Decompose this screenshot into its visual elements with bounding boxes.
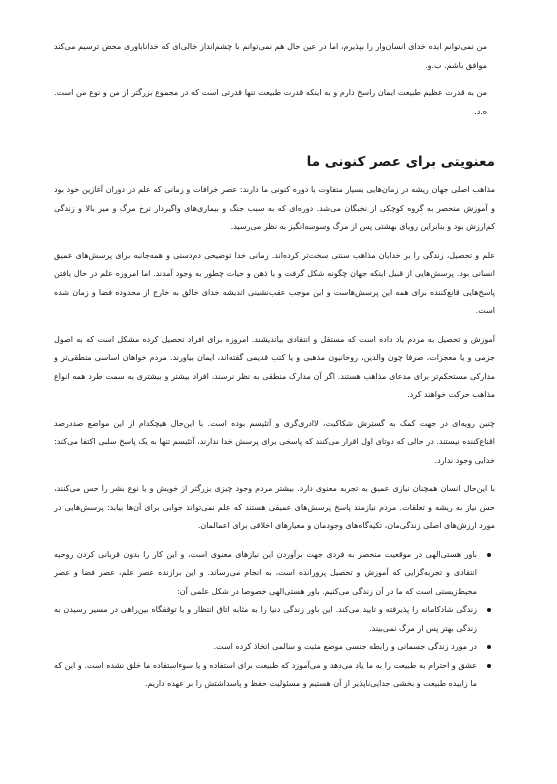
bullet-item: باور هستی‌الهی در موقعیت منحصر به فردی جهت برآوردن این نیازهای معنوی است، و این کار را بدون قربانی کردن روحیه انتقادی و تجربه‌گرایی که آموزش و تحصیل پرورانده است، به انجام می‌رساند. و این برازنده عصر علم، عصر فضا و عصر محیط‌زیستی است که ما در آن زندگی می‌کنیم. باور هستی‌الهی خصوصا در شکل علمی آن:: [54, 546, 477, 602]
section-body: [54, 181, 495, 536]
paragraph: مذاهب اصلی جهان ریشه در زمان‌هایی بسیار متفاوت با دوره کنونی ما دارند: عصر خرافات و زمانی که علم در دوران آغازین خود بود و آموزش منحصر به گروه کوچکی از نخبگان می‌شد. دوره‌ای که به سبب جنگ و بیماری‌های واگیردار نرخ مرگ و میر بالا و زندگی کم‌ارزش بود و بنابراین رویای بهشتی پس از مرگ وسوسه‌انگیز به نظر می‌رسید.: [54, 185, 495, 231]
bullet-list: [54, 546, 495, 694]
paragraph: علم و تحصیل، زندگی را بر خدایان مذاهب سنتی سخت‌تر کرده‌اند. زمانی خدا توضیحی دم‌دستی و همه‌جانبه برای پرسش‌های عمیق انسانی بود. پرسش‌هایی از قبیل اینکه جهان چگونه شکل گرفت و یا ذهن و حیات چطور به وجود آمدند. اما امروزه علم در حال یافتن پاسخ‌هایی قانع‌کننده برای همه این پرسش‌هاست و این موجب عقب‌نشینی اندیشه خدای خالق به خارج از محدوده فضا و زمان شده است.: [54, 250, 495, 315]
paragraph: آموزش و تحصیل به مردم یاد داده است که مستقل و انتقادی بیاندیشند. امروزه برای افراد تحصیل کرده مشکل است که به اصول جزمی و یا معجزات، صرفا چون والدین، روحانیون مذهبی و یا کتب قدیمی گفته‌اند، ایمان بیاورند. مردم خواهان اساسی منطقی‌تر و مدارکی مستحکم‌تر برای مدعای مذاهب هستند. اگر آن مدارک منطقی به نظر نرسند، افراد بیشتر و بیشتری به سمت طرد همه انواع مذاهب حرکت خواهند کرد.: [54, 334, 495, 399]
bullet-item: عشق و احترام به طبیعت را به ما یاد می‌دهد و می‌آموزد که طبیعت برای استفاده و یا سوءاستفاده ما خلق نشده است. و این که ما زاییده طبیعت و بخشی جدایی‌ناپذیر از آن هستیم و مسئولیت حفظ و پاسداشتش را بر عهده داریم.: [54, 657, 477, 694]
epigraph-quote-2: من به قدرت عظیم طبیعت ایمان راسخ دارم و به اینکه قدرت طبیعت تنها قدرتی است که در مجموع بزرگتر از من و نوع من است. ه.د.: [54, 88, 487, 116]
page-content: [54, 38, 495, 694]
paragraph: چنین رویه‌ای در جهت کمک به گسترش شکاکیت، لاادری‌گری و آتئیسم بوده است. با این‌حال هیچکدام از این مواضع صددرصد اقناع‌کننده نیستند. در حالی که دوتای اول اقرار می‌کنند که پاسخی برای پرسش خدا ندارند، آتئیسم تنها به یک پاسخ سلبی اکتفا می‌کند: خدایی وجود ندارد.: [54, 418, 495, 465]
bullet-item: زندگی شادکامانه را پذیرفته و تایید می‌کند. این باور زندگی دنیا را به مثابه اتاق انتظار و یا توقفگاه بین‌راهی در مسیر رسیدن به زندگی بهتر پس از مرگ نمی‌بیند.: [54, 601, 477, 638]
epigraph-quote-1: من نمی‌توانم ایده خدای انسان‌وار را بپذیرم، اما در عین حال هم نمی‌توانم با چشم‌انداز خالی‌ای که خداناباوری محض ترسیم می‌کند موافق باشم. ب.و.: [54, 42, 487, 70]
paragraph: با این‌حال انسان همچنان نیازی عمیق به تجربه معنوی دارد. بیشتر مردم وجود چیزی بزرگتر از خویش و یا نوع بشر را حس می‌کنند، حس نیاز به ریشه و تعلقات. مردم نیازمند پاسخ پرسش‌های عمیقی هستند که علم نمی‌تواند جوابی برای آن‌ها بیابد: پرسش‌هایی در مورد ارزش‌های اصلی زندگی‌مان، تکیه‌گاه‌های وجودمان و معیارهای اخلاقی برای اعمالمان.: [54, 484, 495, 530]
section-title: معنویتی برای عصر کنونی ما: [306, 154, 495, 170]
bullet-item: در مورد زندگی جسمانی و رابطه جنسی موضع مثبت و سالمی اتخاذ کرده است.: [54, 638, 477, 657]
epigraph: [54, 38, 487, 121]
